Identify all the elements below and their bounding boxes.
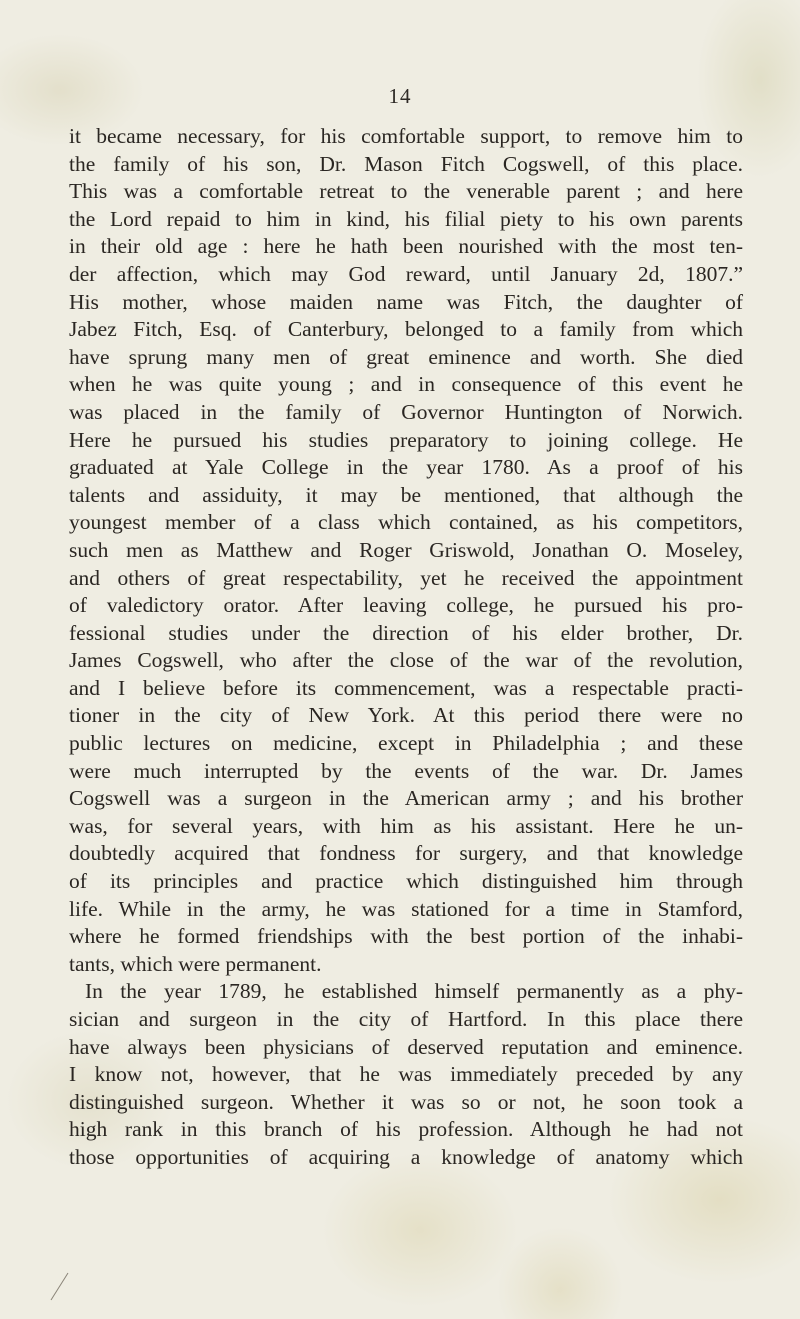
text-line: were much interrupted by the events of the war. Dr. James: [69, 758, 743, 783]
text-line: and others of great respectability, yet he received the appointment: [69, 565, 743, 590]
text-line: was placed in the family of Governor Huntington of Norwich.: [69, 399, 743, 424]
text-line: talents and assiduity, it may be mentioned, that although the: [69, 482, 743, 507]
text-line: when he was quite young ; and in consequence of this event he: [69, 372, 743, 397]
text-line: distinguished surgeon. Whether it was so or not, he soon took a: [69, 1089, 743, 1114]
text-line: Here he pursued his studies preparatory to joining college. He: [69, 427, 743, 452]
text-line: Jabez Fitch, Esq. of Canterbury, belonged to a family from which: [69, 317, 743, 342]
text-line: have always been physicians of deserved reputation and eminence.: [69, 1034, 743, 1059]
text-line: tants, which were permanent.: [69, 951, 322, 976]
text-line: der affection, which may God reward, until January 2d, 1807.”: [69, 261, 743, 286]
text-line: life. While in the army, he was stationed for a time in Stamford,: [69, 896, 743, 921]
text-line: the Lord repaid to him in kind, his filial piety to his own parents: [69, 206, 743, 231]
text-line: in their old age : here he hath been nourished with the most ten-: [69, 234, 743, 259]
text-line: graduated at Yale College in the year 1780. As a proof of his: [69, 455, 743, 480]
text-line: where he formed friendships with the best portion of the inhabi-: [69, 924, 743, 949]
body-text: [69, 123, 743, 1172]
text-line: tioner in the city of New York. At this period there were no: [69, 703, 743, 728]
text-line: and I believe before its commencement, was a respectable practi-: [69, 675, 743, 700]
text-line: of valedictory orator. After leaving college, he pursued his pro-: [69, 593, 743, 618]
text-line: youngest member of a class which contained, as his competitors,: [69, 510, 743, 535]
text-line: Cogswell was a surgeon in the American army ; and his brother: [69, 786, 743, 811]
text-line: In the year 1789, he established himself permanently as a phy-: [85, 979, 743, 1004]
text-line: such men as Matthew and Roger Griswold, Jonathan O. Moseley,: [69, 537, 743, 562]
text-line: of its principles and practice which distinguished him through: [69, 869, 743, 894]
text-line: those opportunities of acquiring a knowledge of anatomy which: [69, 1144, 743, 1169]
text-line: I know not, however, that he was immediately preceded by any: [69, 1062, 743, 1087]
pen-stroke-mark: [48, 1272, 70, 1302]
text-line: high rank in this branch of his profession. Although he had not: [69, 1117, 743, 1142]
text-line: it became necessary, for his comfortable support, to remove him to: [69, 124, 743, 148]
page-number: 14: [388, 84, 412, 108]
text-line: have sprung many men of great eminence and worth. She died: [69, 344, 743, 369]
text-line: His mother, whose maiden name was Fitch, the daughter of: [69, 289, 743, 314]
text-line: public lectures on medicine, except in Philadelphia ; and these: [69, 731, 743, 756]
text-line: was, for several years, with him as his assistant. Here he un-: [69, 813, 743, 838]
text-line: fessional studies under the direction of his elder brother, Dr.: [69, 620, 743, 645]
text-line: doubtedly acquired that fondness for surgery, and that knowledge: [69, 841, 743, 866]
text-line: the family of his son, Dr. Mason Fitch Cogswell, of this place.: [69, 151, 743, 176]
text-line: This was a comfortable retreat to the venerable parent ; and here: [69, 179, 743, 204]
text-line: James Cogswell, who after the close of the war of the revolution,: [69, 648, 743, 673]
text-line: sician and surgeon in the city of Hartford. In this place there: [69, 1007, 743, 1031]
